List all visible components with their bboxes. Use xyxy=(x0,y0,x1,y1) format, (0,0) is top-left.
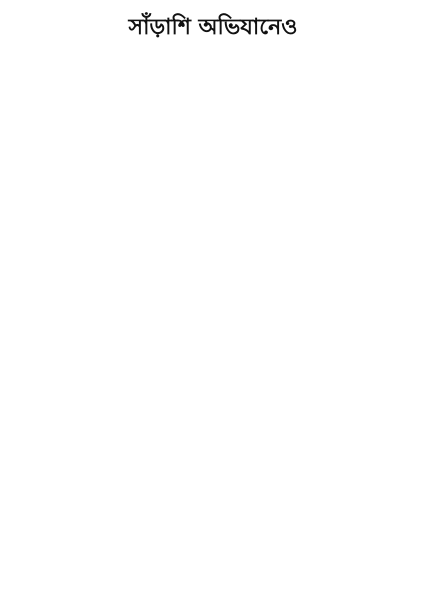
clipped-previous-line xyxy=(8,0,418,12)
article-headline: সাঁড়াশি অভিযানেও xyxy=(128,14,298,40)
